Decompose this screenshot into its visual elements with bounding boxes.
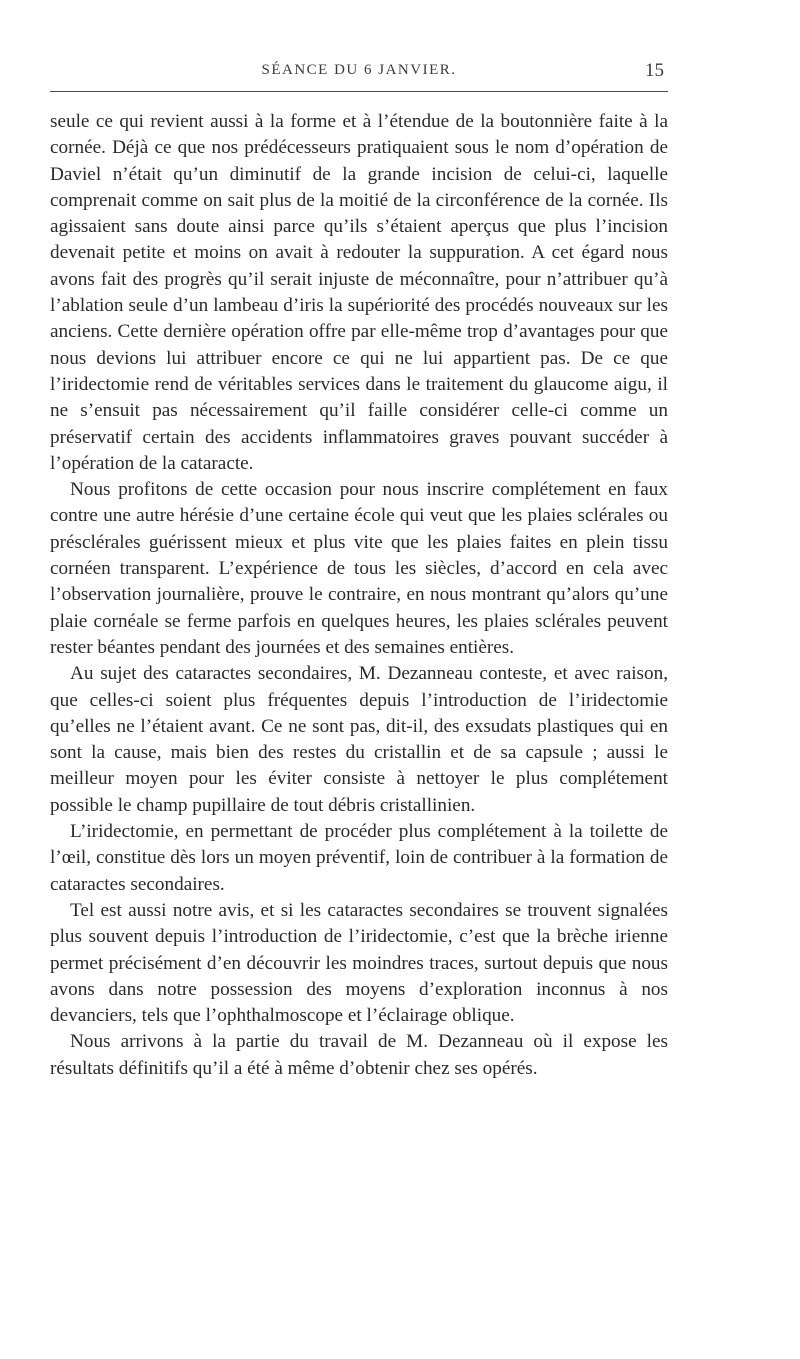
- page: [50, 0, 668, 1359]
- paragraph-4: L’iridectomie, en permettant de procéder plus complétement à la toilette de l’œil, constitue dès lors un moyen préventif, loin de contribuer à la formation de cataractes secondaires.: [50, 821, 668, 895]
- page-header: [50, 58, 668, 88]
- running-head: SÉANCE DU 6 JANVIER.: [261, 62, 457, 78]
- paragraph-3: Au sujet des cataractes secondaires, M. Dezanneau conteste, et avec raison, que celles-ci soient plus fréquentes depuis l’introduction de l’iridectomie qu’elles ne l’étaient avant. Ce ne sont pas, dit-il, des exsudats plastiques qui en sont la cause, mais bien des restes du cristallin et de sa capsule ; aussi le meilleur moyen pour les éviter consiste à nettoyer le plus complétement possible le champ pupillaire de tout débris cristallinien.: [50, 663, 668, 816]
- page-number: 15: [645, 60, 664, 81]
- header-rule: [50, 91, 668, 92]
- paragraph-5: Tel est aussi notre avis, et si les cataractes secondaires se trouvent signalées plus souvent depuis l’introduction de l’iridectomie, c’est que la brèche irienne permet précisément d’en découvrir les moindres traces, surtout depuis que nous avons dans notre possession des moyens d’exploration inconnus à nos devanciers, tels que l’ophthalmoscope et l’éclairage oblique.: [50, 899, 668, 1027]
- paragraph-2: Nous profitons de cette occasion pour nous inscrire complétement en faux contre une autre hérésie d’une certaine école qui veut que les plaies sclérales ou présclérales guérissent mieux et plus vite que les plaies faites en plein tissu cornéen transparent. L’expérience de tous les siècles, d’accord en cela avec l’observation journalière, prouve le contraire, en nous montrant qu’alors qu’une plaie cornéale se ferme parfois en quelques heures, les plaies sclérales peuvent rester béantes pendant des journées et des semaines entières.: [50, 479, 668, 658]
- paragraph-6: Nous arrivons à la partie du travail de M. Dezanneau où il expose les résultats définitifs qu’il a été à même d’obtenir chez ses opérés.: [50, 1031, 668, 1079]
- paragraph-1: seule ce qui revient aussi à la forme et à l’étendue de la boutonnière faite à la cornée. Déjà ce que nos prédécesseurs pratiquaient sous le nom d’opération de Daviel n’était qu’un diminutif de la grande incision de celui-ci, laquelle comprenait comme on sait plus de la moitié de la circonférence de la cornée. Ils agissaient sans doute ainsi parce qu’ils s’étaient aperçus que plus l’incision devenait petite et moins on avait à redouter la suppuration. A cet égard nous avons fait des progrès qu’il serait injuste de méconnaître, pour n’attribuer qu’à l’ablation seule d’un lambeau d’iris la supériorité des procédés nouveaux sur les anciens. Cette dernière opération offre par elle-même trop d’avantages pour que nous devions lui attribuer encore ce qui ne lui appartient pas. De ce que l’iridectomie rend de véritables services dans le traitement du glaucome aigu, il ne s’ensuit pas nécessairement qu’il faille considérer celle-ci comme un préservatif certain des accidents inflammatoires graves pouvant succéder à l’opération de la cataracte.: [50, 111, 668, 474]
- body-text: [50, 109, 668, 1082]
